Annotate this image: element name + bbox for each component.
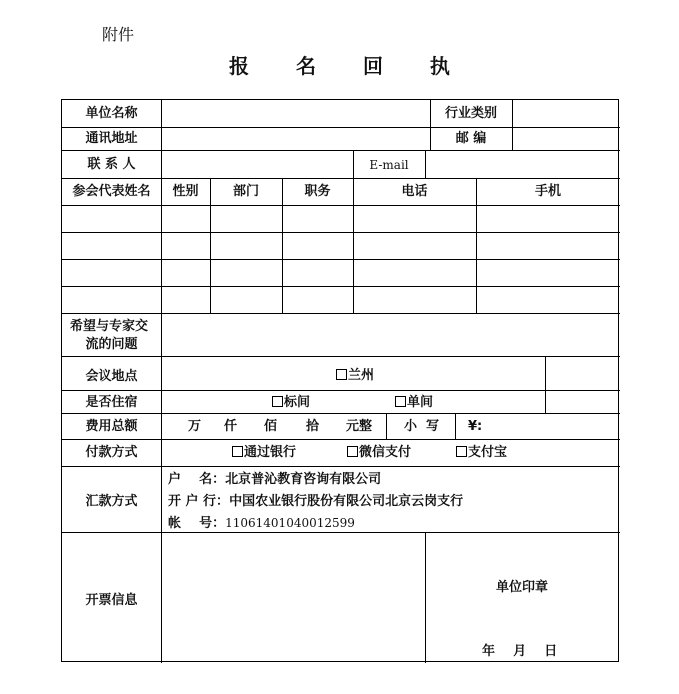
payment-option-label: 支付宝 <box>468 445 508 460</box>
row-divider <box>62 439 620 440</box>
postcode-label: 邮 编 <box>455 131 487 146</box>
row-divider <box>62 232 620 233</box>
phone-header: 电话 <box>401 184 428 199</box>
col-divider <box>512 100 513 150</box>
lodging-option-single[interactable] <box>395 394 433 412</box>
fee-unit-wan: 万 <box>188 419 202 434</box>
email-label: E-mail <box>369 158 409 172</box>
fee-unit-shi: 拾 <box>306 419 320 434</box>
invoice-label: 开票信息 <box>85 593 138 608</box>
lodging-option-label: 标间 <box>284 395 311 410</box>
address-label: 通讯地址 <box>85 131 138 146</box>
lodging-option-label: 单间 <box>407 395 434 410</box>
fee-unit-yuanzheng: 元整 <box>346 419 373 434</box>
mobile-header: 手机 <box>534 184 561 199</box>
department-header: 部门 <box>232 184 259 199</box>
row-divider <box>62 127 620 128</box>
account-no-line <box>168 514 355 533</box>
payment-option-label: 微信支付 <box>359 445 412 460</box>
question-label-line2: 流的问题 <box>85 337 138 352</box>
col-divider <box>545 356 546 413</box>
checkbox-icon <box>272 396 283 407</box>
col-divider <box>425 532 426 663</box>
lodging-option-standard[interactable] <box>272 394 310 412</box>
account-name-line <box>168 471 381 489</box>
page-title: 报 名 回 执 <box>229 54 470 78</box>
col-divider <box>455 413 456 439</box>
seal-label: 单位印章 <box>496 580 549 595</box>
remit-label: 汇款方式 <box>85 494 138 509</box>
venue-option-lanzhou[interactable] <box>336 367 374 385</box>
fee-unit-bai: 佰 <box>264 419 278 434</box>
row-divider <box>62 205 620 206</box>
account-name-value: 北京普沁教育咨询有限公司 <box>225 472 382 487</box>
checkbox-icon <box>395 396 406 407</box>
venue-option-label: 兰州 <box>348 368 375 383</box>
payment-option-label: 通过银行 <box>244 445 297 460</box>
contact-label: 联 系 人 <box>87 157 136 172</box>
row-divider <box>62 413 620 414</box>
attachment-label: 附件 <box>102 25 135 44</box>
checkbox-icon <box>347 446 358 457</box>
payment-option-bank[interactable] <box>232 444 296 462</box>
date-label: 年 月 日 <box>482 644 558 659</box>
attendee-name-header: 参会代表姓名 <box>72 184 151 199</box>
row-divider <box>62 390 620 391</box>
fee-currency: ¥: <box>468 419 483 434</box>
fee-label: 费用总额 <box>85 419 138 434</box>
account-no-label: 帐 号： <box>168 516 226 531</box>
venue-label: 会议地点 <box>85 369 138 384</box>
checkbox-icon <box>232 446 243 457</box>
payment-option-alipay[interactable] <box>456 444 507 462</box>
position-header: 职务 <box>304 184 331 199</box>
fee-unit-qian: 仟 <box>224 419 238 434</box>
registration-form <box>61 99 619 662</box>
row-divider <box>62 313 620 314</box>
row-divider <box>62 466 620 467</box>
question-label-line1: 希望与专家交 <box>70 319 149 334</box>
checkbox-icon <box>456 446 467 457</box>
industry-label: 行业类别 <box>444 106 497 121</box>
company-name-label: 单位名称 <box>85 106 138 121</box>
row-divider <box>62 259 620 260</box>
row-divider <box>62 286 620 287</box>
bank-line <box>168 493 463 511</box>
row-divider <box>62 178 620 179</box>
bank-value: 中国农业银行股份有限公司北京云岗支行 <box>229 494 464 509</box>
checkbox-icon <box>336 369 347 380</box>
gender-header: 性别 <box>172 184 199 199</box>
account-name-label: 户 名： <box>168 472 226 487</box>
row-divider <box>62 356 620 357</box>
col-divider <box>386 413 387 439</box>
payment-option-wechat[interactable] <box>347 444 411 462</box>
payment-label: 付款方式 <box>85 445 138 460</box>
row-divider <box>62 150 620 151</box>
lodging-label: 是否住宿 <box>85 395 138 410</box>
account-no-value: 11061401040012599 <box>225 516 355 530</box>
fee-small-label: 小 写 <box>404 419 440 434</box>
col-divider <box>425 150 426 178</box>
bank-label: 开 户 行： <box>168 494 230 509</box>
